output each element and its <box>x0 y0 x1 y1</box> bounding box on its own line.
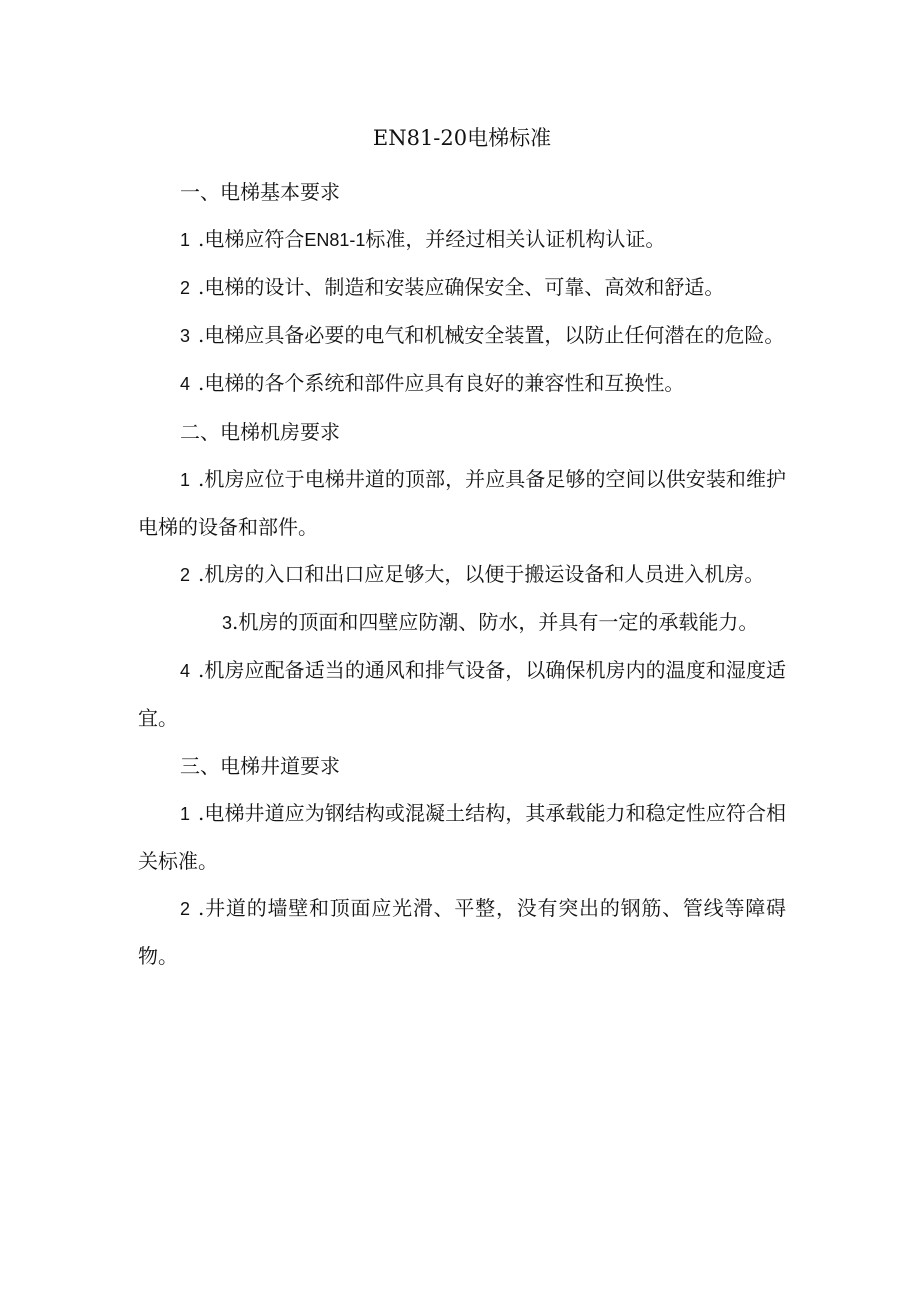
item-text: .电梯应具备必要的电气和机械安全装置，以防止任何潜在的危险。 <box>198 323 785 347</box>
item-text: .电梯的各个系统和部件应具有良好的兼容性和互换性。 <box>198 371 685 395</box>
item-number: 3 <box>180 326 191 346</box>
item-text: .机房应位于电梯井道的顶部，并应具备足够的空间以供安装和维护电梯的设备和部件。 <box>138 467 786 539</box>
item-text: .机房应配备适当的通风和排气设备，以确保机房内的温度和湿度适宜。 <box>138 658 786 730</box>
list-item <box>138 647 786 742</box>
item-number: 1 <box>180 230 191 250</box>
section-heading-hoistway: 三、电梯井道要求 <box>180 754 340 778</box>
list-item <box>138 885 786 980</box>
item-text: .电梯井道应为钢结构或混凝土结构，其承载能力和稳定性应符合相关标准。 <box>138 801 786 873</box>
section-heading-basic: 一、电梯基本要求 <box>180 180 340 204</box>
document-page <box>138 118 786 980</box>
list-item <box>138 360 786 408</box>
item-text: .电梯的设计、制造和安装应确保安全、可靠、高效和舒适。 <box>198 275 725 299</box>
document-title: EN81-20电梯标准 <box>372 126 552 150</box>
item-text: .电梯应符合 <box>198 227 305 251</box>
item-text: 标准，并经过相关认证机构认证。 <box>365 227 666 251</box>
list-item <box>138 264 786 312</box>
item-number: 4 <box>180 374 191 394</box>
list-item <box>138 790 786 885</box>
list-item <box>138 312 786 360</box>
item-number: 1 <box>180 470 191 490</box>
item-number: 4 <box>180 661 191 681</box>
standard-code: EN81-1 <box>304 230 366 250</box>
item-number: 2 <box>180 565 191 585</box>
item-text: .机房的顶面和四壁应防潮、防水，并具有一定的承载能力。 <box>232 610 759 634</box>
list-item <box>138 551 786 599</box>
item-text: .机房的入口和出口应足够大，以便于搬运设备和人员进入机房。 <box>198 562 765 586</box>
list-item <box>138 599 786 647</box>
item-number: 2 <box>180 899 191 919</box>
list-item <box>138 216 786 264</box>
section-heading-machine-room: 二、电梯机房要求 <box>180 420 340 444</box>
item-number: 3 <box>222 613 233 633</box>
item-number: 2 <box>180 278 191 298</box>
item-text: .井道的墙壁和顶面应光滑、平整，没有突出的钢筋、管线等障碍物。 <box>138 896 786 968</box>
item-number: 1 <box>180 804 191 824</box>
list-item <box>138 456 786 551</box>
